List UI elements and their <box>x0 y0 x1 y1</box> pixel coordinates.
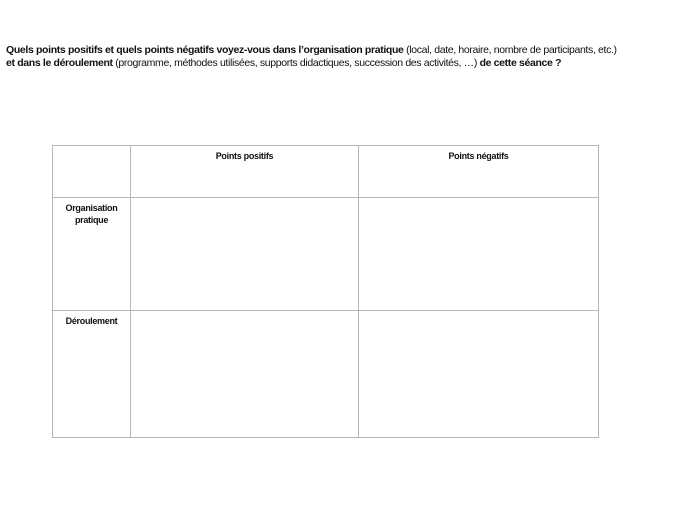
question-text <box>6 44 686 70</box>
question-line2-bold: et dans le déroulement <box>6 57 113 69</box>
corner-cell <box>53 146 131 198</box>
column-header-negative: Points négatifs <box>359 146 599 198</box>
cell-organisation-positive[interactable] <box>131 198 359 311</box>
cell-deroulement-positive[interactable] <box>131 311 359 438</box>
question-line1-bold: Quels points positifs et quels points négatifs voyez-vous dans l’organisation pratique <box>6 44 404 56</box>
question-line2-end: de cette séance ? <box>479 57 562 69</box>
row-header-deroulement: Déroulement <box>53 311 131 438</box>
question-line-1 <box>6 44 686 57</box>
row-header-organisation: Organisation pratique <box>53 198 131 311</box>
table-row-deroulement <box>53 311 599 438</box>
table-row-organisation <box>53 198 599 311</box>
question-line1-normal: (local, date, horaire, nombre de participants, etc.) <box>406 44 617 56</box>
cell-organisation-negative[interactable] <box>359 198 599 311</box>
table-header-row <box>53 146 599 198</box>
cell-deroulement-negative[interactable] <box>359 311 599 438</box>
column-header-positive: Points positifs <box>131 146 359 198</box>
question-line-2 <box>6 57 686 70</box>
evaluation-table <box>52 145 599 438</box>
question-line2-normal: (programme, méthodes utilisées, supports didactiques, succession des activités, …) <box>115 57 477 69</box>
